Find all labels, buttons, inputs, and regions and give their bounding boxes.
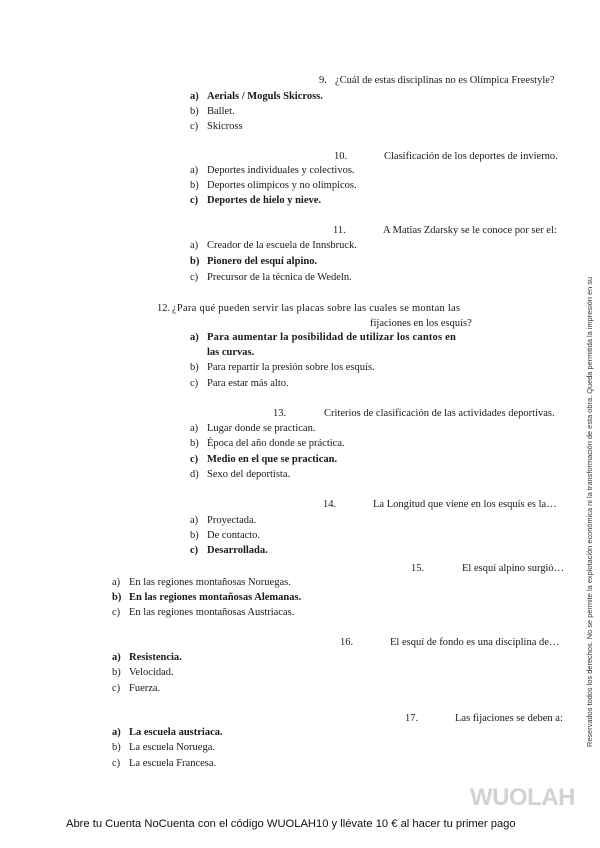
answer-option: a) Creador de la escuela de Innsbruck.	[190, 240, 357, 251]
answer-option: d) Sexo del deportista.	[190, 469, 291, 480]
answer-option: c) La escuela Francesa.	[112, 758, 217, 769]
question-text: Clasificación de los deportes de invierno.	[384, 151, 558, 162]
answer-option: a) Deportes individuales y colectivos.	[190, 165, 355, 176]
answer-option: c) Fuerza.	[112, 683, 161, 694]
question-number: 11.	[333, 225, 346, 236]
answer-option: a) En las regiones montañosas Noruegas.	[112, 577, 291, 588]
answer-option: b) En las regiones montañosas Alemanas.	[112, 592, 302, 603]
question-text: A Matias Zdarsky se le conoce por ser el:	[383, 225, 557, 236]
wuolah-logo: WUOLAH	[470, 784, 575, 811]
answer-option: c) Deportes de hielo y nieve.	[190, 195, 322, 206]
answer-option: b) Época del año donde se práctica.	[190, 438, 345, 449]
answer-option: a) La escuela austriaca.	[112, 727, 223, 738]
question-text: El esquí alpino surgió…	[462, 563, 565, 574]
question-number: 10.	[334, 151, 348, 162]
question-number: 15.	[411, 563, 425, 574]
copyright-notice: Reservados todos los derechos. No se permite la explotación económica ni la transformación de esta obra. Queda permitida la impresión en su	[585, 276, 594, 747]
question-text: Criterios de clasificación de las actividades deportivas.	[324, 408, 555, 419]
answer-option: a) Resistencia.	[112, 652, 182, 663]
answer-option-continued: las curvas.	[207, 347, 255, 358]
question-text: La Longitud que viene en los esquís es la…	[373, 499, 557, 510]
question-number: 13.	[273, 408, 287, 419]
answer-option: b) Velocidad.	[112, 667, 174, 678]
answer-option: a) Aerials / Moguls Skicross.	[190, 91, 323, 102]
answer-option: c) Skicross	[190, 121, 243, 132]
footer-promo: Abre tu Cuenta NoCuenta con el código WUOLAH10 y llévate 10 € al hacer tu primer pago	[66, 818, 516, 830]
question-text: Las fijaciones se deben a:	[455, 713, 563, 724]
answer-option: c) Para estar más alto.	[190, 378, 289, 389]
answer-option: b) La escuela Noruega.	[112, 742, 215, 753]
question-number: 14.	[323, 499, 337, 510]
question-text: El esquí de fondo es una disciplina de…	[390, 637, 560, 648]
answer-option: a) Lugar donde se practican.	[190, 423, 316, 434]
answer-option: c) Desarrollada.	[190, 545, 268, 556]
answer-option: b) Para repartir la presión sobre los esquís.	[190, 362, 375, 373]
answer-option: b) Ballet.	[190, 106, 235, 117]
question-number: 9.	[319, 75, 327, 86]
question-number: 12.	[157, 303, 171, 314]
question-text: ¿Para qué pueden servir las placas sobre las cuales se montan las	[172, 303, 461, 314]
answer-option: c) Medio en el que se practican.	[190, 454, 338, 465]
answer-option: a) Para aumentar la posibilidad de utilizar los cantos en	[190, 332, 457, 343]
answer-option: b) Pionero del esquí alpino.	[190, 256, 318, 267]
answer-option: a) Proyectada.	[190, 515, 257, 526]
question-text: ¿Cuál de estas disciplinas no es Olímpica Freestyle?	[335, 75, 555, 86]
answer-option: c) En las regiones montañosas Austriacas.	[112, 607, 295, 618]
question-number: 17.	[405, 713, 419, 724]
answer-option: b) Deportes olímpicos y no olímpicos.	[190, 180, 357, 191]
question-number: 16.	[340, 637, 354, 648]
question-text-continued: fijaciones en los esquís?	[370, 318, 472, 329]
answer-option: c) Precursor de la técnica de Wedeln.	[190, 272, 352, 283]
answer-option: b) De contacto.	[190, 530, 261, 541]
